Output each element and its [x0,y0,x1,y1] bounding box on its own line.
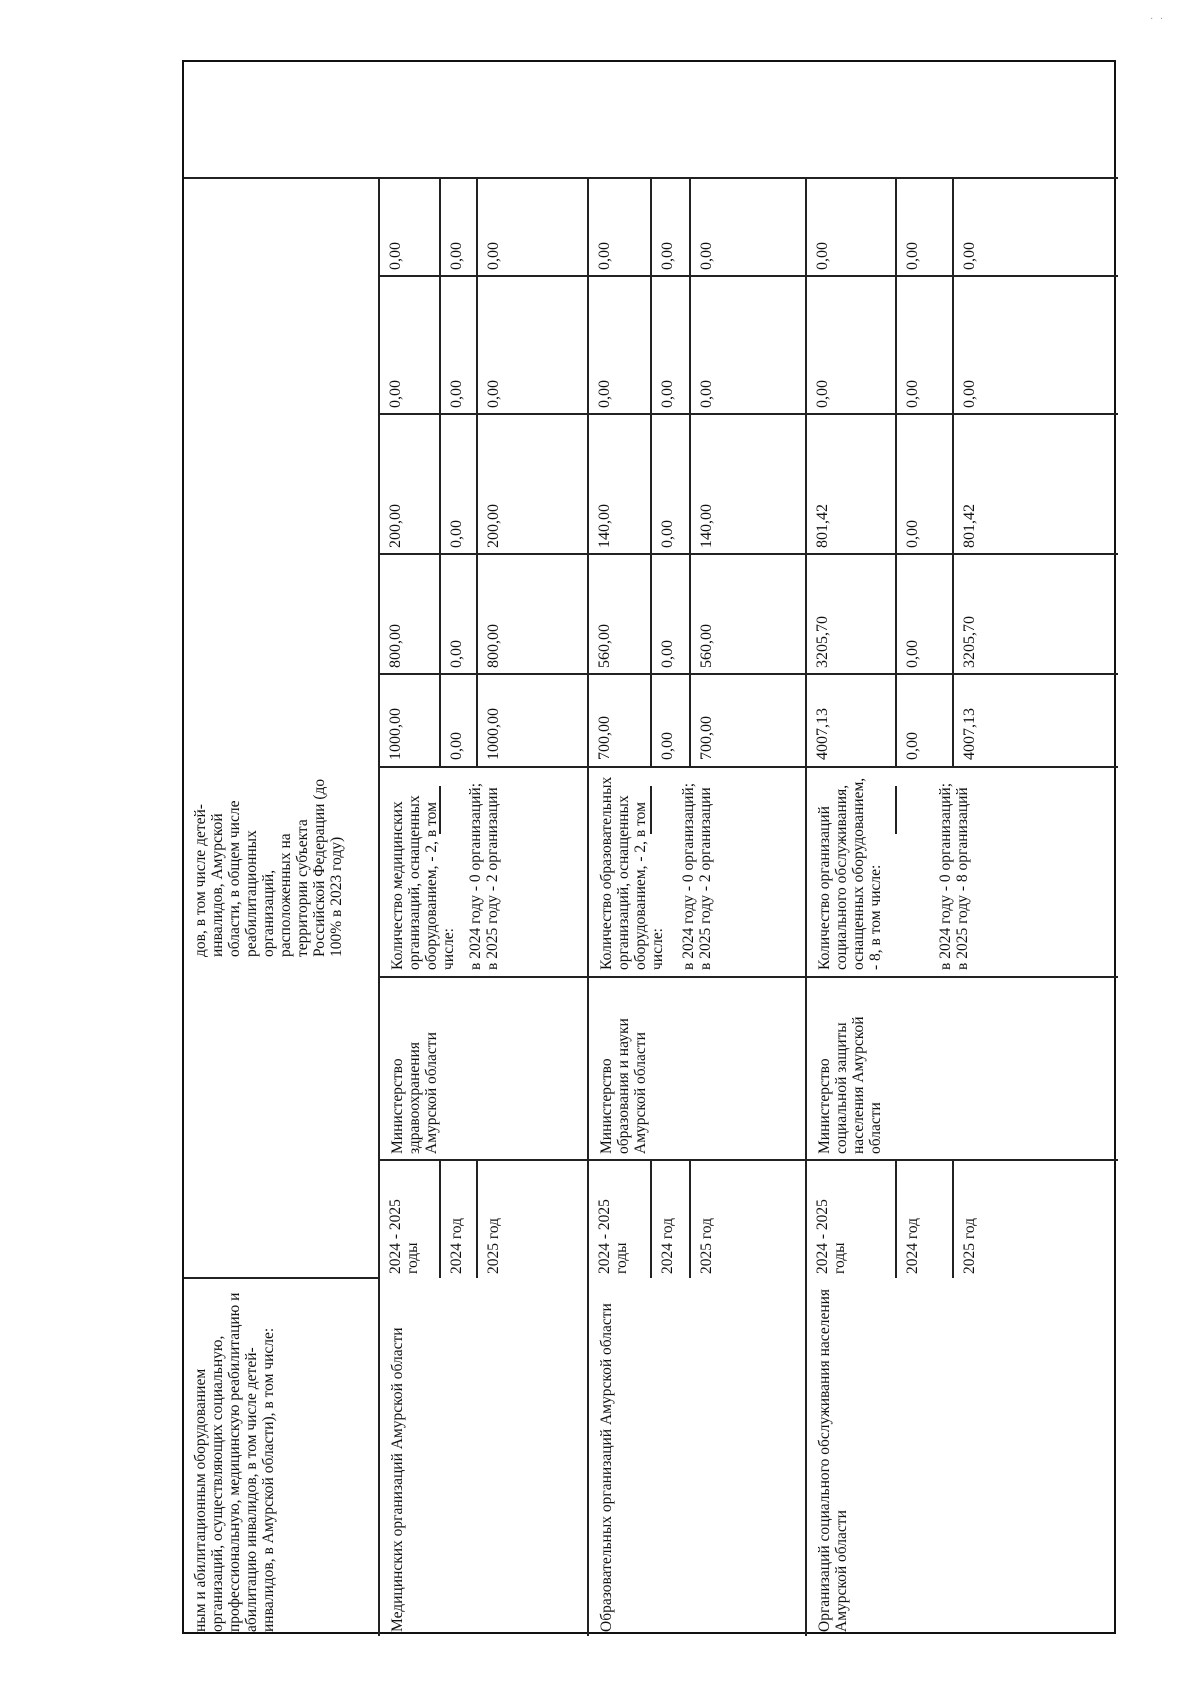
column-separator [379,413,1118,415]
amount-cell: 0,00 [448,640,465,668]
budget-table [182,60,1116,1634]
subrow-separator [895,178,897,767]
amount-cell: 0,00 [698,242,715,270]
amount-cell: 0,00 [387,242,404,270]
amount-cell: 0,00 [904,640,921,668]
amount-cell: 0,00 [904,380,921,408]
subrow-separator [650,178,652,767]
indicator-sub-text: в 2024 году - 0 организаций; в 2025 году - 8 организаций [937,782,971,970]
column-separator [379,1159,1118,1161]
column-separator [379,766,1118,768]
amount-cell: 140,00 [698,504,715,548]
period-label: 2024 год [448,1217,465,1274]
subrow-separator [895,786,897,834]
amount-cell: 0,00 [387,380,404,408]
row-group-separator [805,178,807,1636]
column-separator [184,1277,379,1279]
scan-speck: · · [1150,14,1166,25]
amount-cell: 800,00 [485,624,502,668]
subrow-separator [689,1160,691,1278]
column-separator [379,553,1118,555]
period-label: 2025 год [485,1217,502,1274]
amount-cell: 0,00 [904,732,921,760]
amount-cell: 0,00 [659,732,676,760]
amount-cell: 3205,70 [961,616,978,668]
executor-label: Министерство здравоохранения Амурской области [389,1032,440,1154]
amount-cell: 801,42 [814,504,831,548]
amount-cell: 0,00 [814,242,831,270]
amount-cell: 560,00 [596,624,613,668]
row-group-separator [378,178,380,1636]
amount-cell: 0,00 [596,242,613,270]
amount-cell: 0,00 [659,520,676,548]
subrow-separator [689,178,691,767]
period-label: 2024 год [904,1217,921,1274]
amount-cell: 0,00 [904,242,921,270]
organization-type-label: Медицинских организаций Амурской области [389,1327,406,1632]
amount-cell: 801,42 [961,504,978,548]
amount-cell: 0,00 [698,380,715,408]
indicator-main-text: Количество организаций социального обслуживания, оснащенных оборудованием, - 8, в том числе: [816,777,884,970]
amount-cell: 0,00 [448,380,465,408]
amount-cell: 4007,13 [961,708,978,760]
amount-cell: 700,00 [596,716,613,760]
amount-cell: 0,00 [814,380,831,408]
amount-cell: 0,00 [448,520,465,548]
amount-cell: 0,00 [448,242,465,270]
target-continuation: дов, в том числе детей-инвалидов, Амурской области, в общем числе реабилитационных организаций, расположенных на территории субъекта Российской Федерации (до 100% в 2023 году) [192,778,345,957]
subrow-separator [439,178,441,767]
subrow-separator [952,178,954,767]
amount-cell: 800,00 [387,624,404,668]
amount-cell: 560,00 [698,624,715,668]
amount-cell: 1000,00 [387,708,404,760]
amount-cell: 140,00 [596,504,613,548]
amount-cell: 200,00 [387,504,404,548]
subrow-separator [895,1160,897,1278]
organization-type-label: Организаций социального обслуживания населения Амурской области [816,1288,850,1632]
column-separator [379,275,1118,277]
indicator-sub-text: в 2024 году - 0 организаций; в 2025 году - 2 организации [467,782,501,970]
subrow-separator [439,1160,441,1278]
amount-cell: 0,00 [961,380,978,408]
period-label: 2024 год [659,1217,676,1274]
period-label: 2024 - 2025 годы [596,1199,630,1274]
indicator-main-text: Количество образовательных организаций, оснащенных оборудованием, - 2, в том числе: [598,776,666,970]
amount-cell: 1000,00 [485,708,502,760]
amount-cell: 0,00 [485,242,502,270]
amount-cell: 0,00 [448,732,465,760]
amount-cell: 4007,13 [814,708,831,760]
subrow-separator [476,178,478,767]
executor-label: Министерство образования и науки Амурской области [598,1018,649,1154]
executor-label: Министерство социальной защиты населения Амурской области [816,1016,884,1154]
indicator-sub-text: в 2024 году - 0 организаций; в 2025 году - 2 организации [680,782,714,970]
subrow-separator [650,1160,652,1278]
period-label: 2024 - 2025 годы [814,1199,848,1274]
amount-cell: 0,00 [904,520,921,548]
amount-cell: 0,00 [596,380,613,408]
amount-cell: 0,00 [659,242,676,270]
amount-cell: 0,00 [659,640,676,668]
indicator-continuation: ным и абилитационным оборудованием организаций, осуществляющих социальную, профессиональную, медицинскую реабилитацию и абилитацию инвалидов, в том числе детей-инвалидов, в Амурской области), в том числе: [192,1292,277,1632]
amount-cell: 3205,70 [814,616,831,668]
amount-cell: 200,00 [485,504,502,548]
subrow-separator [952,1160,954,1278]
period-label: 2024 - 2025 годы [387,1199,421,1274]
amount-cell: 0,00 [485,380,502,408]
period-label: 2025 год [961,1217,978,1274]
indicator-main-text: Количество медицинских организаций, оснащенных оборудованием, - 2, в том числе: [389,795,457,970]
column-separator [379,976,1118,978]
amount-cell: 0,00 [659,380,676,408]
organization-type-label: Образовательных организаций Амурской области [598,1303,615,1632]
subrow-separator [476,1160,478,1278]
amount-cell: 0,00 [961,242,978,270]
amount-cell: 700,00 [698,716,715,760]
row-group-separator [587,178,589,1636]
period-label: 2025 год [698,1217,715,1274]
